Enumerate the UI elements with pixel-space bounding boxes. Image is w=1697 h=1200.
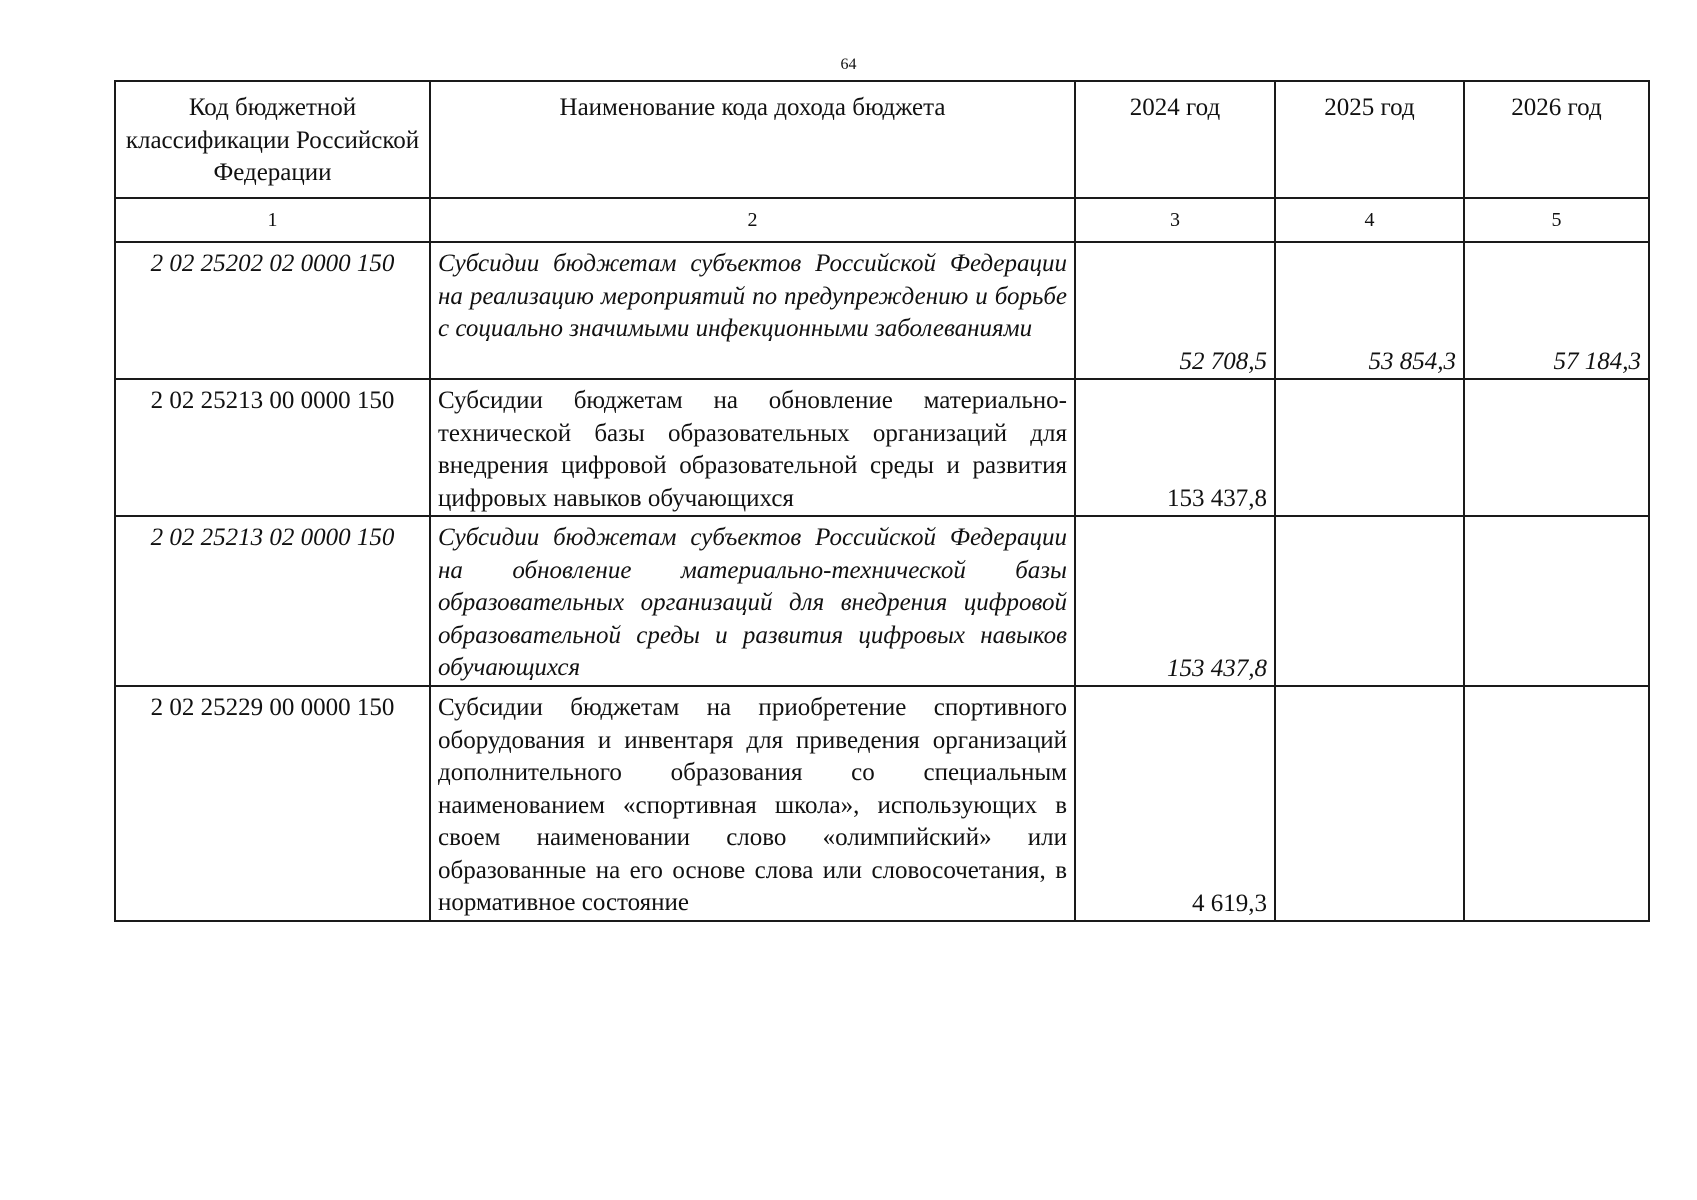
amount-2025-cell: [1275, 686, 1464, 921]
table-row: [115, 242, 1649, 379]
column-number: 3: [1075, 198, 1275, 242]
amount-2026-cell: [1464, 686, 1649, 921]
revenue-name-cell: Субсидии бюджетам на обновление материально-технической базы образовательных организаций для внедрения цифровой образовательной среды и развития цифровых навыков обучающихся: [430, 379, 1075, 516]
amount-2024-cell: 153 437,8: [1075, 379, 1275, 516]
amount-2025-cell: [1275, 379, 1464, 516]
table-row: [115, 686, 1649, 921]
header-2026: 2026 год: [1464, 81, 1649, 198]
amount-2026-cell: [1464, 516, 1649, 686]
column-number: 2: [430, 198, 1075, 242]
header-2025: 2025 год: [1275, 81, 1464, 198]
budget-code-cell: 2 02 25202 02 0000 150: [115, 242, 430, 379]
revenue-name-cell: Субсидии бюджетам на приобретение спортивного оборудования и инвентаря для приведения организаций дополнительного образования со специальным наименованием «спортивная школа», использующих в своем наименовании слово «олимпийский» или образованные на его основе слова или словосочетания, в нормативное состояние: [430, 686, 1075, 921]
table-row: [115, 379, 1649, 516]
column-number: 5: [1464, 198, 1649, 242]
revenue-name-cell: Субсидии бюджетам субъектов Российской Федерации на обновление материально-технической базы образовательных организаций для внедрения цифровой образовательной среды и развития цифровых навыков обучающихся: [430, 516, 1075, 686]
budget-code-cell: 2 02 25213 02 0000 150: [115, 516, 430, 686]
header-row: [115, 81, 1649, 198]
amount-2024-cell: 153 437,8: [1075, 516, 1275, 686]
column-number-row: [115, 198, 1649, 242]
amount-2026-cell: [1464, 379, 1649, 516]
budget-code-cell: 2 02 25213 00 0000 150: [115, 379, 430, 516]
column-number: 4: [1275, 198, 1464, 242]
page-number: 64: [840, 56, 857, 73]
budget-code-cell: 2 02 25229 00 0000 150: [115, 686, 430, 921]
amount-2024-cell: 52 708,5: [1075, 242, 1275, 379]
header-name: Наименование кода дохода бюджета: [430, 81, 1075, 198]
table-row: [115, 516, 1649, 686]
amount-2024-cell: 4 619,3: [1075, 686, 1275, 921]
budget-revenue-table: [114, 80, 1650, 922]
revenue-name-cell: Субсидии бюджетам субъектов Российской Федерации на реализацию мероприятий по предупреждению и борьбе с социально значимыми инфекционными заболеваниями: [430, 242, 1075, 379]
column-number: 1: [115, 198, 430, 242]
amount-2025-cell: [1275, 516, 1464, 686]
header-2024: 2024 год: [1075, 81, 1275, 198]
amount-2025-cell: 53 854,3: [1275, 242, 1464, 379]
header-code: Код бюджетной классификации Российской Федерации: [115, 81, 430, 198]
amount-2026-cell: 57 184,3: [1464, 242, 1649, 379]
